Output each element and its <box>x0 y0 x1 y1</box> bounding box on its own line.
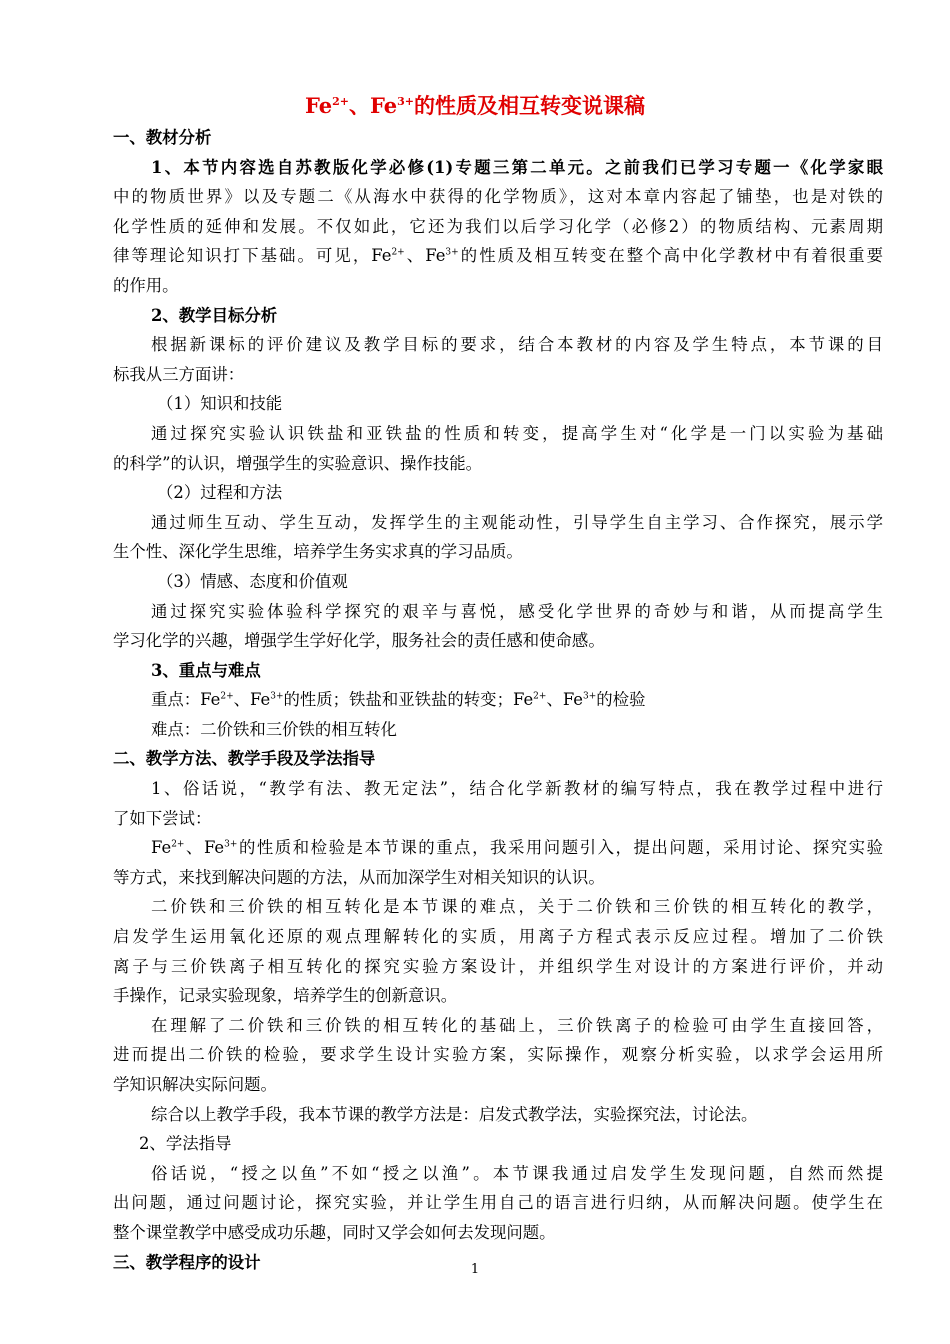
paragraph-line: 综合以上教学手段，我本节课的教学方法是：启发式教学法，实验探究法，讨论法。 <box>151 1104 758 1124</box>
paragraph-line: 等方式，来找到解决问题的方法，从而加深学生对相关知识的认识。 <box>113 867 605 887</box>
text-run: 的性质和检验是本节课的重点，我采用问题引入，提出问题，采用讨论、探究实验 <box>237 838 883 858</box>
text-run: 重点：Fe <box>151 690 221 710</box>
item-heading: （1）知识和技能 <box>157 394 283 414</box>
paragraph-line: 学知识解决实际问题。 <box>113 1075 277 1094</box>
paragraph-line: 化学性质的延伸和发展。不仅如此，它还为我们以后学习化学（必修2）的物质结构、元素周期 <box>113 216 883 236</box>
section-heading: 一、教材分析 <box>113 128 212 147</box>
superscript: 2+ <box>220 691 234 702</box>
paragraph-line: 在理解了二价铁和三价铁的相互转化的基础上，三价铁离子的检验可由学生直接回答， <box>151 1015 883 1035</box>
superscript: 3+ <box>224 839 238 850</box>
paragraph-line: 手操作，记录实验现象，培养学生的创新意识。 <box>113 986 458 1006</box>
paragraph-line: 二价铁和三价铁的相互转化是本节课的难点，关于二价铁和三价铁的相互转化的教学， <box>151 897 883 917</box>
section-heading: 二、教学方法、教学手段及学法指导 <box>113 749 376 769</box>
document-body <box>113 123 883 1277</box>
subsection-heading: 3、重点与难点 <box>151 660 261 680</box>
paragraph-line: 的科学”的认识，增强学生的实验意识、操作技能。 <box>113 453 482 473</box>
paragraph-line: 启发学生运用氧化还原的观点理解转化的实质，用离子方程式表示反应过程。增加了二价铁 <box>113 927 883 947</box>
title-superscript: 2+ <box>332 95 349 108</box>
superscript: 3+ <box>583 691 597 702</box>
paragraph-line <box>113 833 883 863</box>
paragraph-line <box>113 241 883 271</box>
title-text: Fe <box>305 93 333 118</box>
text-run: Fe <box>151 838 172 858</box>
paragraph-line: 中的物质世界》以及专题二《从海水中获得的化学物质》，这对本章内容起了铺垫，也是对铁的 <box>113 187 883 207</box>
difficulty-line: 难点：二价铁和三价铁的相互转化 <box>151 719 397 739</box>
page-number: 1 <box>470 1262 480 1277</box>
item-heading: 2、学法指导 <box>139 1134 232 1154</box>
title-superscript: 3+ <box>397 95 414 108</box>
section-heading: 三、教学程序的设计 <box>113 1252 261 1272</box>
text-run: 、Fe <box>546 690 584 710</box>
text-run: 的性质及相互转变在整个高中化学教材中有着很重要 <box>458 246 883 266</box>
paragraph-line: 了如下尝试： <box>113 808 212 828</box>
text-run: 的检验 <box>596 690 646 710</box>
superscript: 2+ <box>391 247 405 258</box>
superscript: 2+ <box>171 839 185 850</box>
paragraph-line: 标我从三方面讲： <box>113 364 245 384</box>
text-run: 、Fe <box>184 838 225 858</box>
key-points-line <box>113 685 883 715</box>
paragraph-line: 离子与三价铁离子相互转化的探究实验方案设计，并组织学生对设计的方案进行评价，并动 <box>113 956 883 976</box>
superscript: 2+ <box>533 691 547 702</box>
paragraph-line: 进而提出二价铁的检验，要求学生设计实验方案，实际操作，观察分析实验，以求学会运用所 <box>113 1045 883 1065</box>
superscript: 3+ <box>445 247 459 258</box>
text-run: 律等理论知识打下基础。可见，Fe <box>113 246 392 266</box>
item-heading: （3）情感、态度和价值观 <box>157 571 348 591</box>
paragraph-line: 生个性、深化学生思维，培养学生务实求真的学习品质。 <box>113 542 523 562</box>
paragraph-line: 学习化学的兴趣，增强学生学好化学，服务社会的责任感和使命感。 <box>113 631 605 651</box>
paragraph-line: 出问题，通过问题讨论，探究实验，并让学生用自己的语言进行归纳，从而解决问题。使学生在 <box>113 1193 883 1213</box>
page-title <box>0 92 950 120</box>
superscript: 3+ <box>270 691 284 702</box>
text-run: 、Fe <box>233 690 271 710</box>
paragraph-line: 通过师生互动、学生互动，发挥学生的主观能动性，引导学生自主学习、合作探究，展示学 <box>151 512 883 532</box>
title-text: 的性质及相互转变说课稿 <box>414 93 645 118</box>
subsection-heading: 2、教学目标分析 <box>151 305 278 325</box>
paragraph-line: 的作用。 <box>113 275 179 295</box>
paragraph-line: 俗话说，“授之以鱼”不如“授之以渔”。本节课我通过启发学生发现问题，自然而然提 <box>151 1163 883 1183</box>
paragraph-line: 1、俗话说，“教学有法、教无定法”，结合化学新教材的编写特点，我在教学过程中进行 <box>151 779 883 799</box>
paragraph-line: 根据新课标的评价建议及教学目标的要求，结合本教材的内容及学生特点，本节课的目 <box>151 335 883 355</box>
paragraph-line: 1、本节内容选自苏教版化学必修(1)专题三第二单元。之前我们已学习专题一《化学家眼 <box>151 157 883 177</box>
paragraph-line: 通过探究实验体验科学探究的艰辛与喜悦，感受化学世界的奇妙与和谐，从而提高学生 <box>151 601 883 621</box>
title-text: 、Fe <box>349 93 398 118</box>
paragraph-line: 整个课堂教学中感受成功乐趣，同时又学会如何去发现问题。 <box>113 1222 556 1242</box>
text-run: 、Fe <box>404 246 446 266</box>
text-run: 的性质；铁盐和亚铁盐的转变；Fe <box>283 690 534 710</box>
paragraph-line: 通过探究实验认识铁盐和亚铁盐的性质和转变，提高学生对“化学是一门以实验为基础 <box>151 423 883 443</box>
item-heading: （2）过程和方法 <box>157 483 283 503</box>
